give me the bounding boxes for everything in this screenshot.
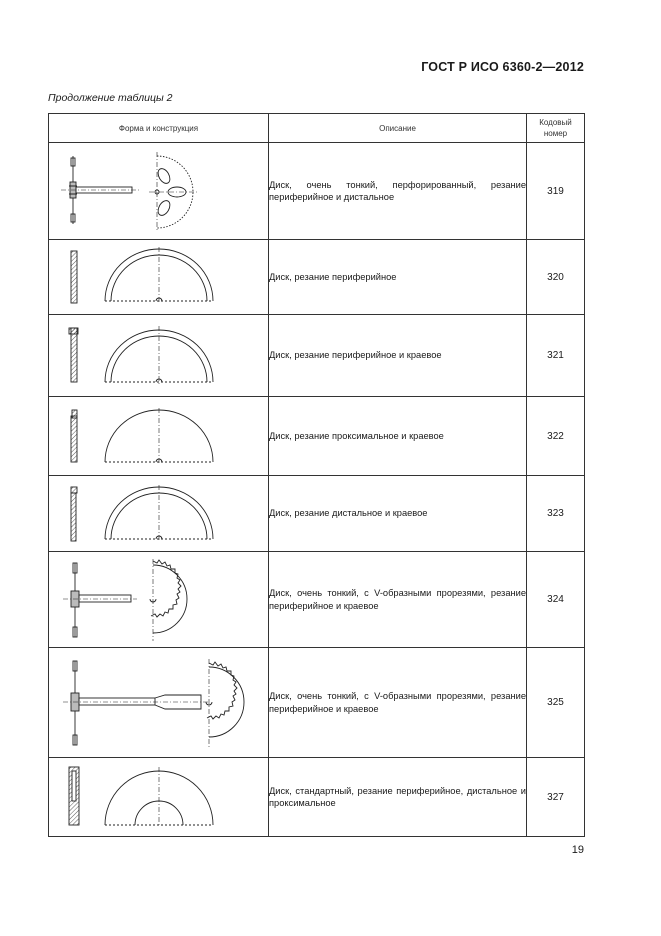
column-header-code-label: Кодовый номер — [539, 118, 572, 138]
table-row — [49, 758, 585, 837]
table-row — [49, 476, 585, 552]
column-header-description: Описание — [269, 114, 527, 143]
code-cell: 325 — [527, 648, 585, 758]
v-slotted-thin-disc-with-mandrel-drawing — [49, 553, 267, 647]
code-cell: 324 — [527, 552, 585, 648]
table-row — [49, 397, 585, 476]
page-number: 19 — [571, 844, 584, 856]
disc-distal-and-edge-cut-drawing — [49, 477, 267, 551]
code-cell: 322 — [527, 397, 585, 476]
description-cell: Диск, стандартный, резание периферийное, дистальное и проксимальное — [269, 758, 527, 837]
table-row — [49, 315, 585, 397]
column-header-form: Форма и конструкция — [49, 114, 269, 143]
description-cell: Диск, резание периферийное — [269, 240, 527, 315]
v-slotted-thin-disc-with-long-shank-drawing — [49, 649, 267, 757]
disc-peripheral-and-edge-cut-drawing — [49, 316, 267, 396]
table-continuation-caption: Продолжение таблицы 2 — [48, 92, 173, 104]
description-cell: Диск, резание проксимальное и краевое — [269, 397, 527, 476]
perforated-thin-disc-with-mandrel-drawing — [49, 144, 267, 239]
description-cell: Диск, резание дистальное и краевое — [269, 476, 527, 552]
disc-peripheral-cut-drawing — [49, 241, 267, 314]
instrument-table — [48, 113, 585, 837]
figure-cell — [49, 240, 269, 315]
column-header-code — [527, 114, 585, 143]
disc-proximal-and-edge-cut-drawing — [49, 398, 267, 475]
code-cell: 327 — [527, 758, 585, 837]
standard-disc-drawing — [49, 759, 267, 836]
document-standard-number: ГОСТ Р ИСО 6360-2—2012 — [421, 60, 584, 74]
table-row — [49, 143, 585, 240]
code-cell: 323 — [527, 476, 585, 552]
table-row — [49, 240, 585, 315]
code-cell: 321 — [527, 315, 585, 397]
table-header-row — [49, 114, 585, 143]
figure-cell — [49, 758, 269, 837]
description-cell: Диск, очень тонкий, с V-образными прорезями, резание периферийное и краевое — [269, 552, 527, 648]
figure-cell — [49, 143, 269, 240]
description-cell: Диск, очень тонкий, с V-образными прорезями, резание периферийное и краевое — [269, 648, 527, 758]
code-cell: 320 — [527, 240, 585, 315]
figure-cell — [49, 315, 269, 397]
description-cell: Диск, резание периферийное и краевое — [269, 315, 527, 397]
code-cell: 319 — [527, 143, 585, 240]
figure-cell — [49, 397, 269, 476]
figure-cell — [49, 476, 269, 552]
table-row — [49, 648, 585, 758]
figure-cell — [49, 648, 269, 758]
figure-cell — [49, 552, 269, 648]
table-row — [49, 552, 585, 648]
description-cell: Диск, очень тонкий, перфорированный, резание периферийное и дистальное — [269, 143, 527, 240]
